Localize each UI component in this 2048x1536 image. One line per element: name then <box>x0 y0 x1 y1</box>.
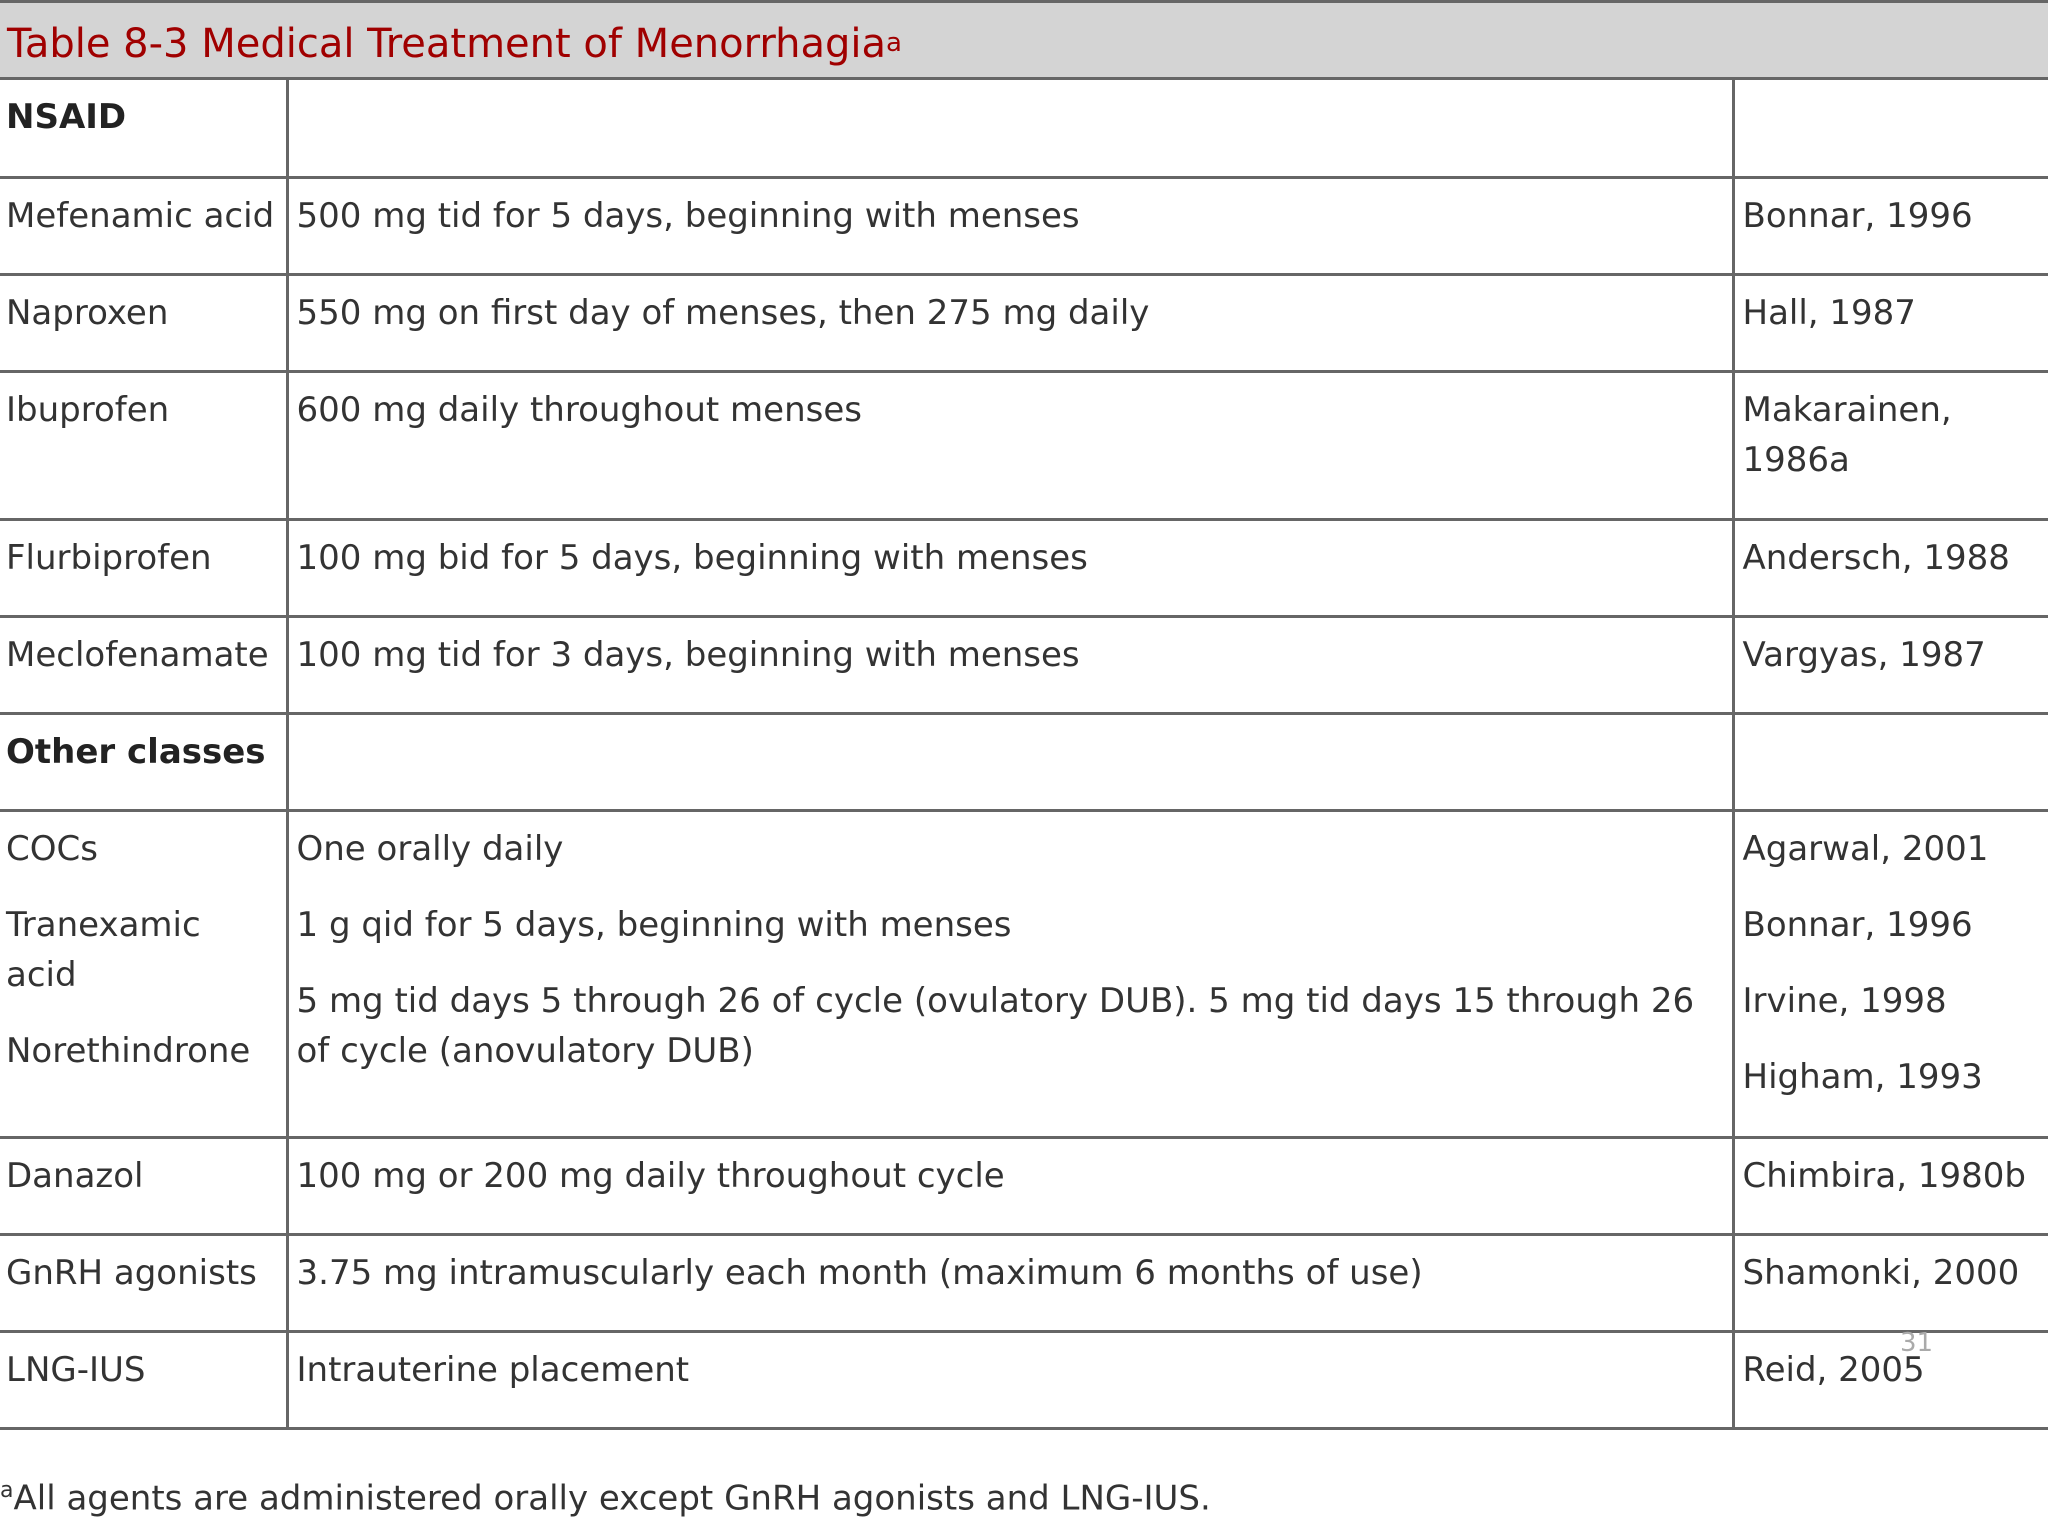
empty-cell <box>287 713 1733 810</box>
reference-cell: Reid, 2005 <box>1733 1331 2048 1428</box>
table-row <box>0 1137 2048 1234</box>
dose-cell: 550 mg on first day of menses, then 275 mg daily <box>287 274 1733 371</box>
agent-cell: Ibuprofen <box>0 371 287 519</box>
agent-cell: LNG-IUS <box>0 1331 287 1428</box>
footnote-text: All agents are administered orally except GnRH agonists and LNG-IUS. <box>13 1478 1211 1519</box>
reference-cell: Andersch, 1988 <box>1733 519 2048 616</box>
table-row <box>0 519 2048 616</box>
agent-cell: Meclofenamate <box>0 616 287 713</box>
agent-norethindrone: Norethindrone <box>6 1030 251 1071</box>
ref-1: Agarwal, 2001 <box>1742 828 1989 869</box>
dose-cell: 600 mg daily throughout menses <box>287 371 1733 519</box>
table-row <box>0 371 2048 519</box>
agent-cell <box>0 810 287 1137</box>
table-row <box>0 274 2048 371</box>
group-label-other: Other classes <box>0 713 287 810</box>
table-row <box>0 616 2048 713</box>
combined-row <box>0 810 2048 1137</box>
reference-cell: Vargyas, 1987 <box>1733 616 2048 713</box>
group-label-nsaid: NSAID <box>0 80 287 177</box>
reference-cell: Makarainen, 1986a <box>1733 371 2048 519</box>
empty-cell <box>1733 80 2048 177</box>
agent-cell: Naproxen <box>0 274 287 371</box>
dose-cell: Intrauterine placement <box>287 1331 1733 1428</box>
empty-cell <box>287 80 1733 177</box>
agent-cell: Danazol <box>0 1137 287 1234</box>
page-number: 31 <box>1900 1328 1934 1358</box>
agent-cocs: COCs <box>6 828 98 869</box>
agent-cell: GnRH agonists <box>0 1234 287 1331</box>
dose-cell: 100 mg or 200 mg daily throughout cycle <box>287 1137 1733 1234</box>
dose-cell: 500 mg tid for 5 days, beginning with menses <box>287 177 1733 274</box>
dose-cell: 100 mg tid for 3 days, beginning with menses <box>287 616 1733 713</box>
ref-2: Bonnar, 1996 <box>1742 904 1973 945</box>
ref-4: Higham, 1993 <box>1742 1056 1983 1097</box>
agent-cell: Flurbiprofen <box>0 519 287 616</box>
dose-cell: 3.75 mg intramuscularly each month (maximum 6 months of use) <box>287 1234 1733 1331</box>
title-footnote-mark: a <box>885 28 902 58</box>
group-row-other <box>0 713 2048 810</box>
reference-cell: Chimbira, 1980b <box>1733 1137 2048 1234</box>
treatment-table <box>0 80 2048 1430</box>
table-title-text: Table 8-3 Medical Treatment of Menorrhagia <box>7 21 886 67</box>
ref-3: Irvine, 1998 <box>1742 980 1947 1021</box>
reference-cell: Hall, 1987 <box>1733 274 2048 371</box>
footnote-mark: a <box>0 1478 14 1503</box>
table-title-bar <box>0 0 2048 80</box>
reference-cell: Shamonki, 2000 <box>1733 1234 2048 1331</box>
dose-cell <box>287 810 1733 1137</box>
dose-norethindrone: 5 mg tid days 5 through 26 of cycle (ovulatory DUB). 5 mg tid days 15 through 26 of cycle (anovulatory DUB) <box>296 980 1695 1071</box>
reference-cell: Bonnar, 1996 <box>1733 177 2048 274</box>
agent-cell: Mefenamic acid <box>0 177 287 274</box>
agent-tranexamic-acid: Tranexamic acid <box>6 904 201 995</box>
table-row <box>0 177 2048 274</box>
reference-cell <box>1733 810 2048 1137</box>
table-row <box>0 1234 2048 1331</box>
table-row <box>0 1331 2048 1428</box>
table-title <box>7 21 902 67</box>
group-row-nsaid <box>0 80 2048 177</box>
empty-cell <box>1733 713 2048 810</box>
dose-cell: 100 mg bid for 5 days, beginning with menses <box>287 519 1733 616</box>
dose-cocs: One orally daily <box>296 828 564 869</box>
dose-tranexamic-acid: 1 g qid for 5 days, beginning with menses <box>296 904 1012 945</box>
footnote <box>0 1478 1211 1518</box>
